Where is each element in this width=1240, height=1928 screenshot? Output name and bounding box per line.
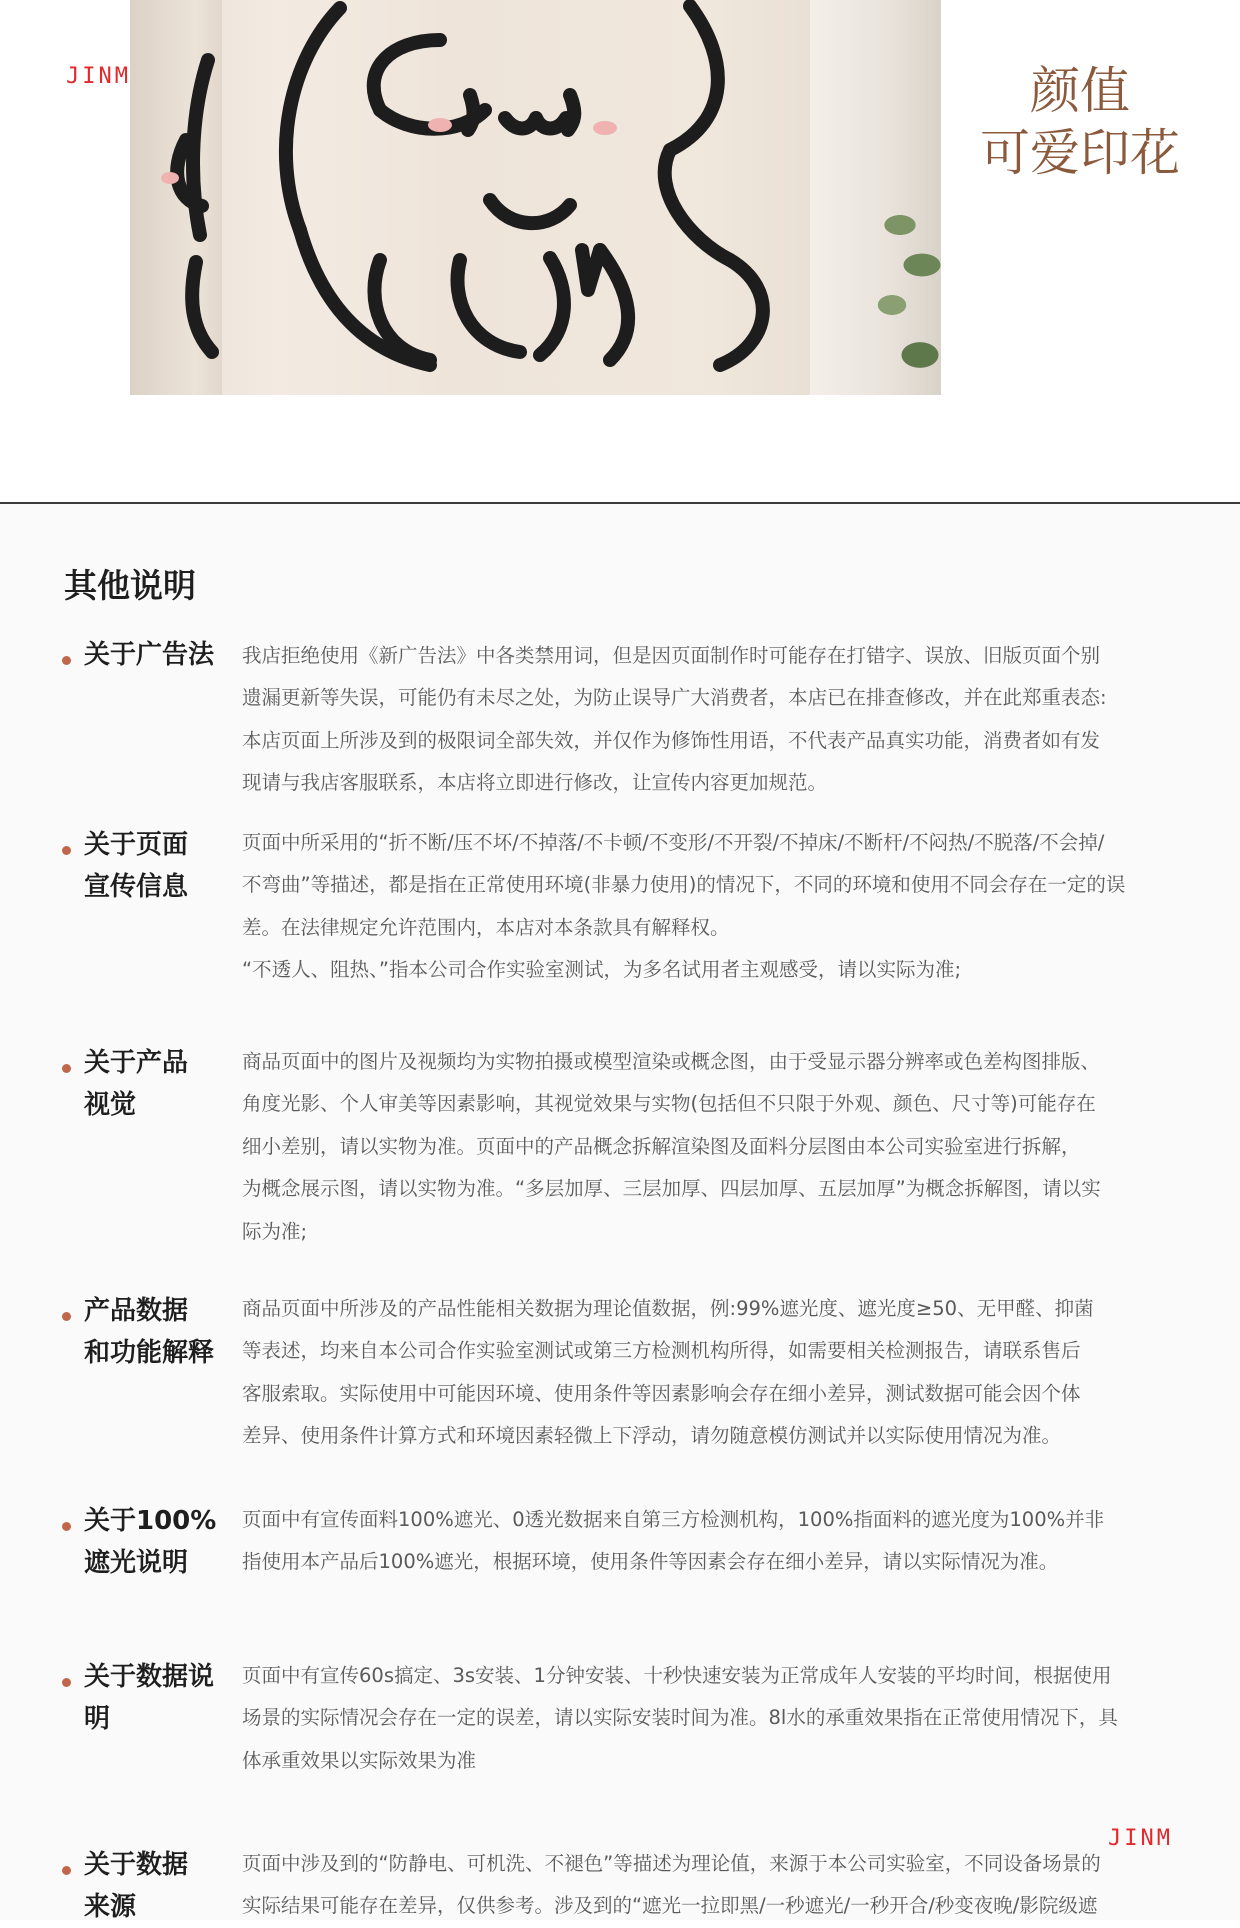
- note-title: 关于数据 来源: [84, 1850, 189, 1922]
- note-title: 关于数据说 明: [84, 1662, 215, 1734]
- bullet-dot: [62, 1866, 71, 1875]
- product-photo: [130, 0, 941, 395]
- bullet-dot: [62, 1522, 71, 1531]
- watermark-text: JINM: [66, 64, 131, 89]
- note-body: 页面中所采用的“折不断/压不坏/不掉落/不卡顿/不变形/不开裂/不掉床/不断杆/不闷热/不脱落/不会掉/ 不弯曲”等描述，都是指在正常使用环境(非暴力使用)的情况下，不同的环境和使用不同会存在一定的误 差。在法律规定允许范围内，本店对本条款具有解释权。 “不透人、阻热、”指本公司合作实验室测试，为多名试用者主观感受，请以实际为准;: [242, 831, 1126, 982]
- other-notes-section: [0, 504, 1240, 1920]
- note-body: 页面中有宣传60s搞定、3s安装、1分钟安装、十秒快速安装为正常成年人安装的平均时间，根据使用 场景的实际情况会存在一定的误差，请以实际安装时间为准。8l水的承重效果指在正常使用情况下，具 体承重效果以实际效果为准: [242, 1664, 1118, 1772]
- note-body: 我店拒绝使用《新广告法》中各类禁用词，但是因页面制作时可能存在打错字、误放、旧版页面个别 遗漏更新等失误，可能仍有未尽之处，为防止误导广大消费者，本店已在排查修改，并在此郑重表态: 本店页面上所涉及到的极限词全部失效，并仅作为修饰性用语，不代表产品真实功能，消费者如有发 现请与我店客服联系，本店将立即进行修改，让宣传内容更加规范。: [242, 644, 1107, 795]
- bullet-dot: [62, 846, 71, 855]
- section-title: 其他说明: [64, 566, 196, 605]
- hero-tagline: [960, 60, 1200, 184]
- note-body: 商品页面中所涉及的产品性能相关数据为理论值数据，例:99%遮光度、遮光度≥50、无甲醛、抑菌 等表述，均来自本公司合作实验室测试或第三方检测机构所得，如需要相关检测报告，请联系售后 客服索取。实际使用中可能因环境、使用条件等因素影响会存在细小差异，测试数据可能会因个体 差异、使用条件计算方式和环境因素轻微上下浮动，请勿随意模仿测试并以实际使用情况为准。: [242, 1297, 1094, 1448]
- note-title: 关于100% 遮光说明: [84, 1506, 217, 1578]
- bullet-dot: [62, 1678, 71, 1687]
- note-title: 关于产品 视觉: [84, 1048, 189, 1120]
- note-body: 商品页面中的图片及视频均为实物拍摄或模型渲染或概念图，由于受显示器分辨率或色差构图排版、 角度光影、个人审美等因素影响，其视觉效果与实物(包括但不只限于外观、颜色、尺寸等)可能存在 细小差别，请以实物为准。页面中的产品概念拆解渲染图及面料分层图由本公司实验室进行拆解， 为概念展示图，请以实物为准。“多层加厚、三层加厚、四层加厚、五层加厚”为概念拆解图，请以实 际为准;: [242, 1050, 1101, 1243]
- bullet-dot: [62, 1064, 71, 1073]
- tagline-line-1: 颜值: [1030, 62, 1130, 120]
- note-title: 关于页面 宣传信息: [84, 830, 189, 902]
- note-body: 页面中有宣传面料100%遮光、0透光数据来自第三方检测机构，100%指面料的遮光度为100%并非 指使用本产品后100%遮光，根据环境，使用条件等因素会存在细小差异，请以实际情况为准。: [242, 1508, 1105, 1574]
- tagline-line-2: 可爱印花: [980, 124, 1180, 182]
- bullet-dot: [62, 656, 71, 665]
- note-title: 产品数据 和功能解释: [84, 1296, 215, 1368]
- bullet-dot: [62, 1312, 71, 1321]
- note-title: 关于广告法: [84, 640, 215, 670]
- watermark-text: JINM: [1108, 1826, 1173, 1851]
- product-hero: [0, 0, 1240, 504]
- cartoon-print-illustration: [130, 0, 941, 395]
- note-body: 页面中涉及到的“防静电、可机洗、不褪色”等描述为理论值，来源于本公司实验室，不同设备场景的 实际结果可能存在差异，仅供参考。涉及到的“遮光一拉即黑/一秒遮光/一秒开合/秒变夜晚/影院级遮: [242, 1852, 1101, 1918]
